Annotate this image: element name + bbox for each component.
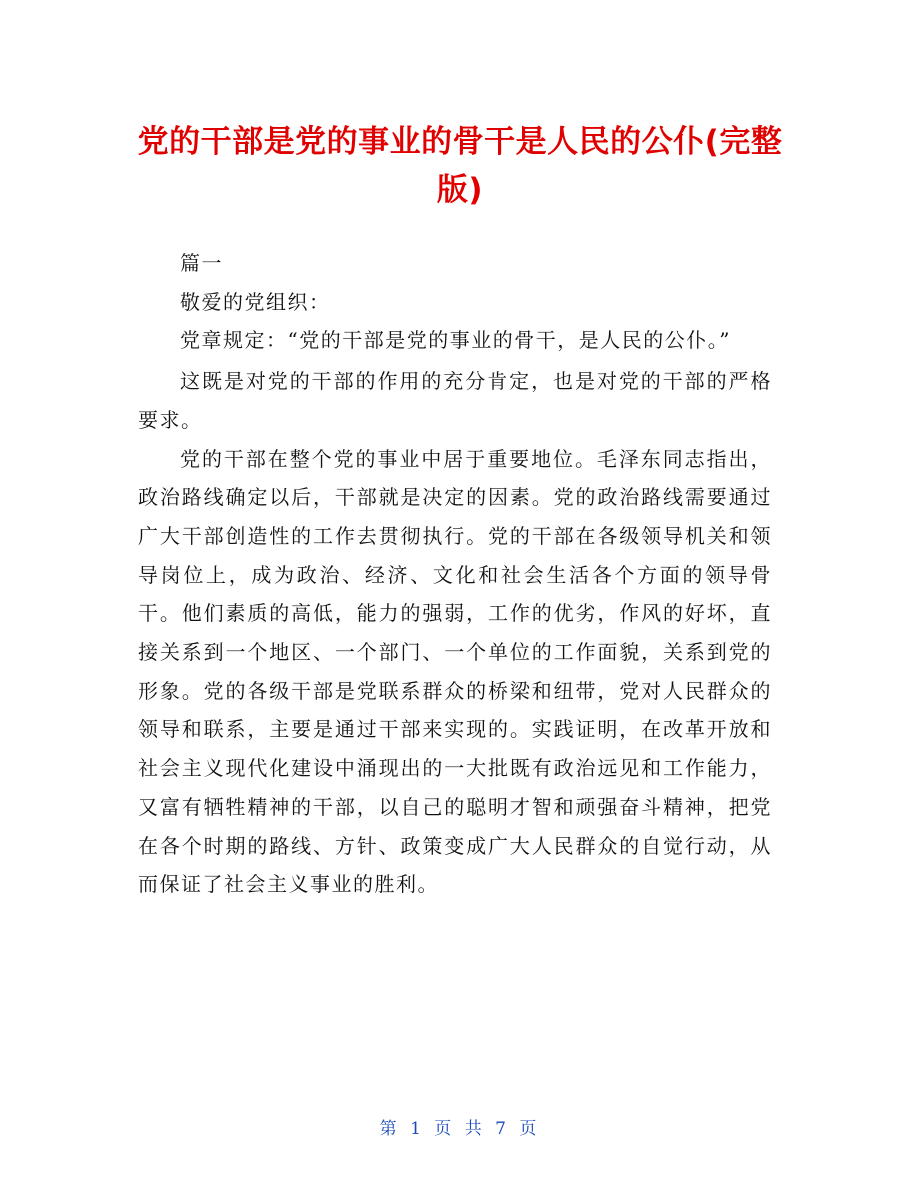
salutation: 敬爱的党组织： bbox=[180, 289, 331, 314]
paragraph-requirement: 这既是对党的干部的作用的充分肯定，也是对党的干部的严格要求。 bbox=[138, 369, 772, 432]
document-title: 党的干部是党的事业的骨干是人民的公仆(完整版) bbox=[137, 124, 783, 208]
document-body bbox=[138, 244, 772, 904]
page-number-footer: 第 1 页 共 7 页 bbox=[379, 1119, 541, 1139]
section-heading: 篇一 bbox=[180, 251, 223, 275]
paragraph-main: 党的干部在整个党的事业中居于重要地位。毛泽东同志指出，政治路线确定以后，干部就是决定的因素。党的政治路线需要通过广大干部创造性的工作去贯彻执行。党的干部在各级领导机关和领导岗位上，成为政治、经济、文化和社会生活各个方面的领导骨干。他们素质的高低，能力的强弱，工作的优劣，作风的好坏，直接关系到一个地区、一个部门、一个单位的工作面貌，关系到党的形象。党的各级干部是党联系群众的桥梁和纽带，党对人民群众的领导和联系，主要是通过干部来实现的。实践证明，在改革开放和社会主义现代化建设中涌现出的一大批既有政治远见和工作能力，又富有牺牲精神的干部，以自己的聪明才智和顽强奋斗精神，把党在各个时期的路线、方针、政策变成广大人民群众的自觉行动，从而保证了社会主义事业的胜利。 bbox=[138, 446, 772, 897]
paragraph-quote: 党章规定：“党的干部是党的事业的骨干，是人民的公仆。” bbox=[180, 328, 731, 353]
